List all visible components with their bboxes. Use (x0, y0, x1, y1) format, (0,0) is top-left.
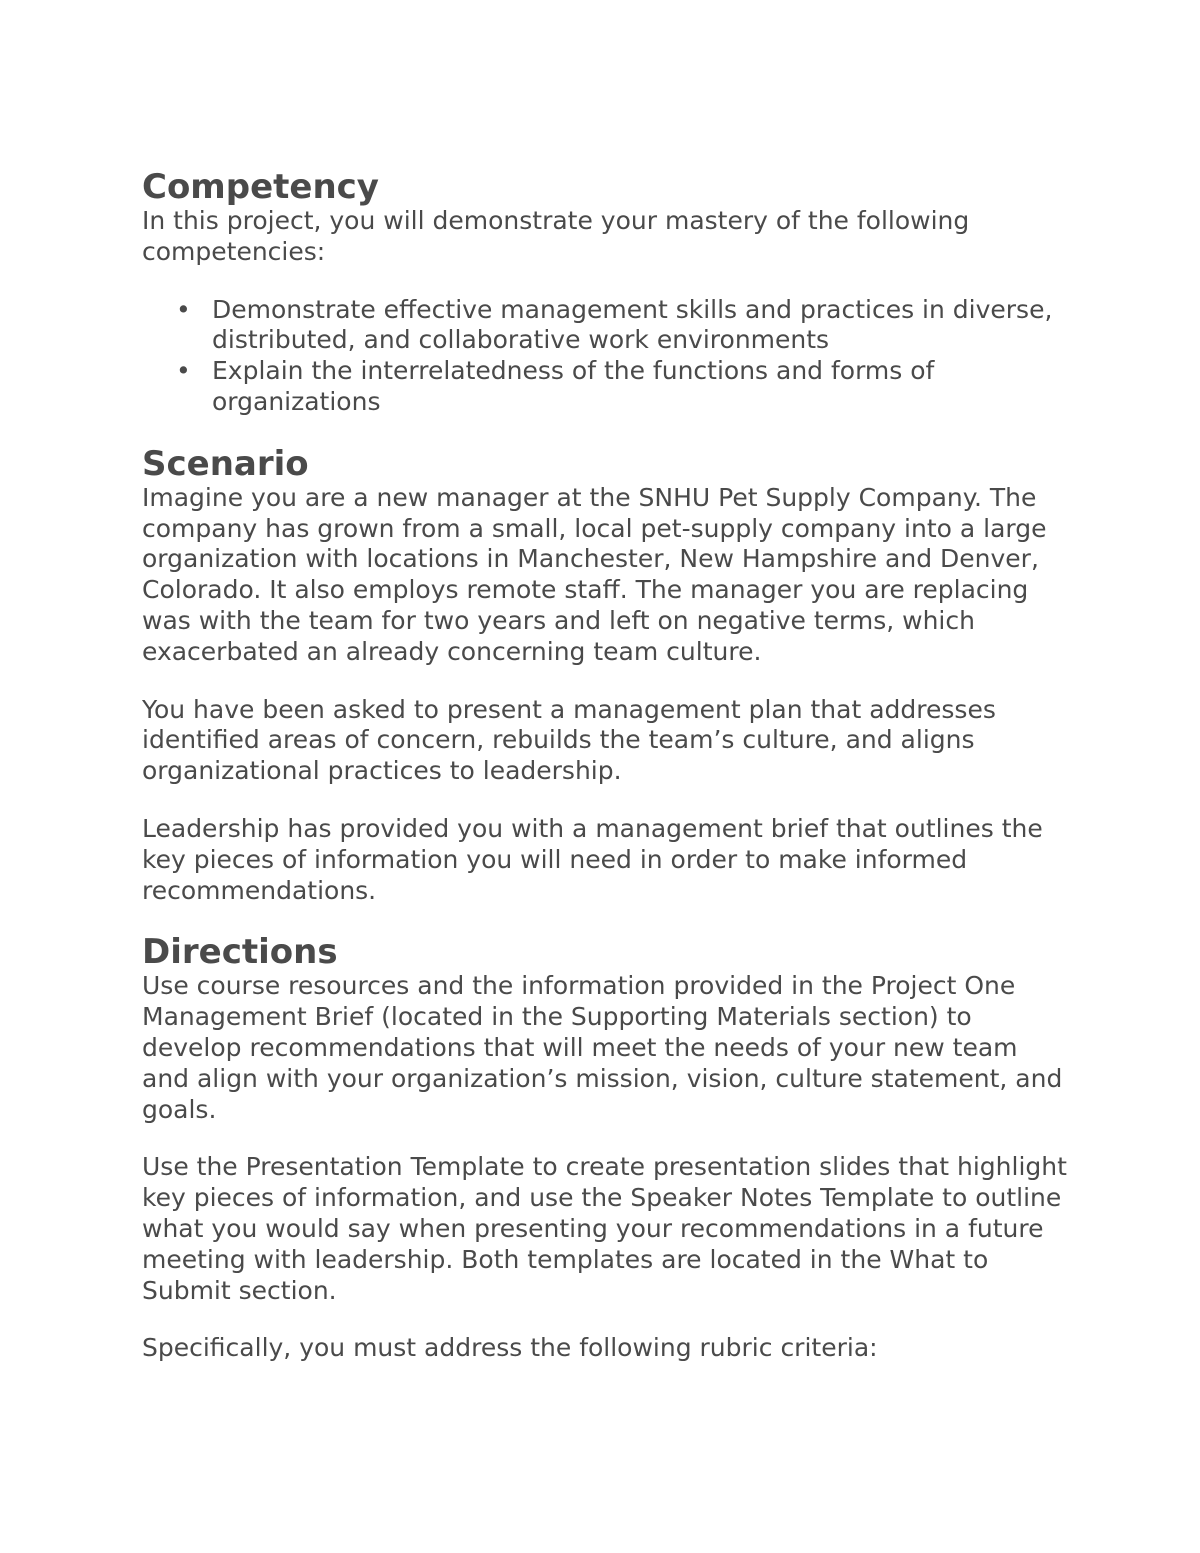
directions-paragraph: Use the Presentation Template to create presentation slides that highlight key pieces of information, and use the Speaker Notes Template to outline what you would say when presenting your recommendations in a future meeting with leadership. Both templates are located in the What to Submit section. (142, 1152, 1067, 1305)
competency-item (142, 295, 1072, 357)
competency-item (142, 356, 1072, 418)
bullet-icon: • (176, 294, 191, 324)
competency-heading: Competency (142, 167, 379, 207)
document-page (142, 168, 1072, 1364)
bullet-icon: • (176, 356, 191, 386)
competency-list (142, 295, 1072, 418)
directions-heading: Directions (142, 932, 338, 973)
scenario-paragraph: You have been asked to present a management plan that addresses identified areas of concern, rebuilds the team’s culture, and aligns organizational practices to leadership. (142, 694, 996, 786)
competency-intro: In this project, you will demonstrate your mastery of the following competencies: (142, 206, 970, 266)
competency-item-text: Demonstrate effective management skills and practices in diverse, distributed, and collaborative work environments (212, 294, 1053, 355)
scenario-heading: Scenario (142, 443, 309, 484)
scenario-paragraph: Imagine you are a new manager at the SNHU Pet Supply Company. The company has grown from a small, local pet-supply company into a large organization with locations in Manchester, New Hampshire and Denver, Colorado. It also employs remote staff. The manager you are replacing was with the team for two years and left on negative terms, which exacerbated an already concerning team culture. (142, 482, 1047, 666)
competency-item-text: Explain the interrelatedness of the functions and forms of organizations (212, 356, 935, 416)
directions-paragraph: Use course resources and the information provided in the Project One Management Brief (located in the Supporting Materials section) to develop recommendations that will meet the needs of your new team and align with your organization’s mission, vision, culture statement, and goals. (142, 971, 1063, 1124)
scenario-paragraph: Leadership has provided you with a management brief that outlines the key pieces of information you will need in order to make informed recommendations. (142, 813, 1043, 905)
directions-paragraph: Specifically, you must address the following rubric criteria: (142, 1333, 878, 1363)
